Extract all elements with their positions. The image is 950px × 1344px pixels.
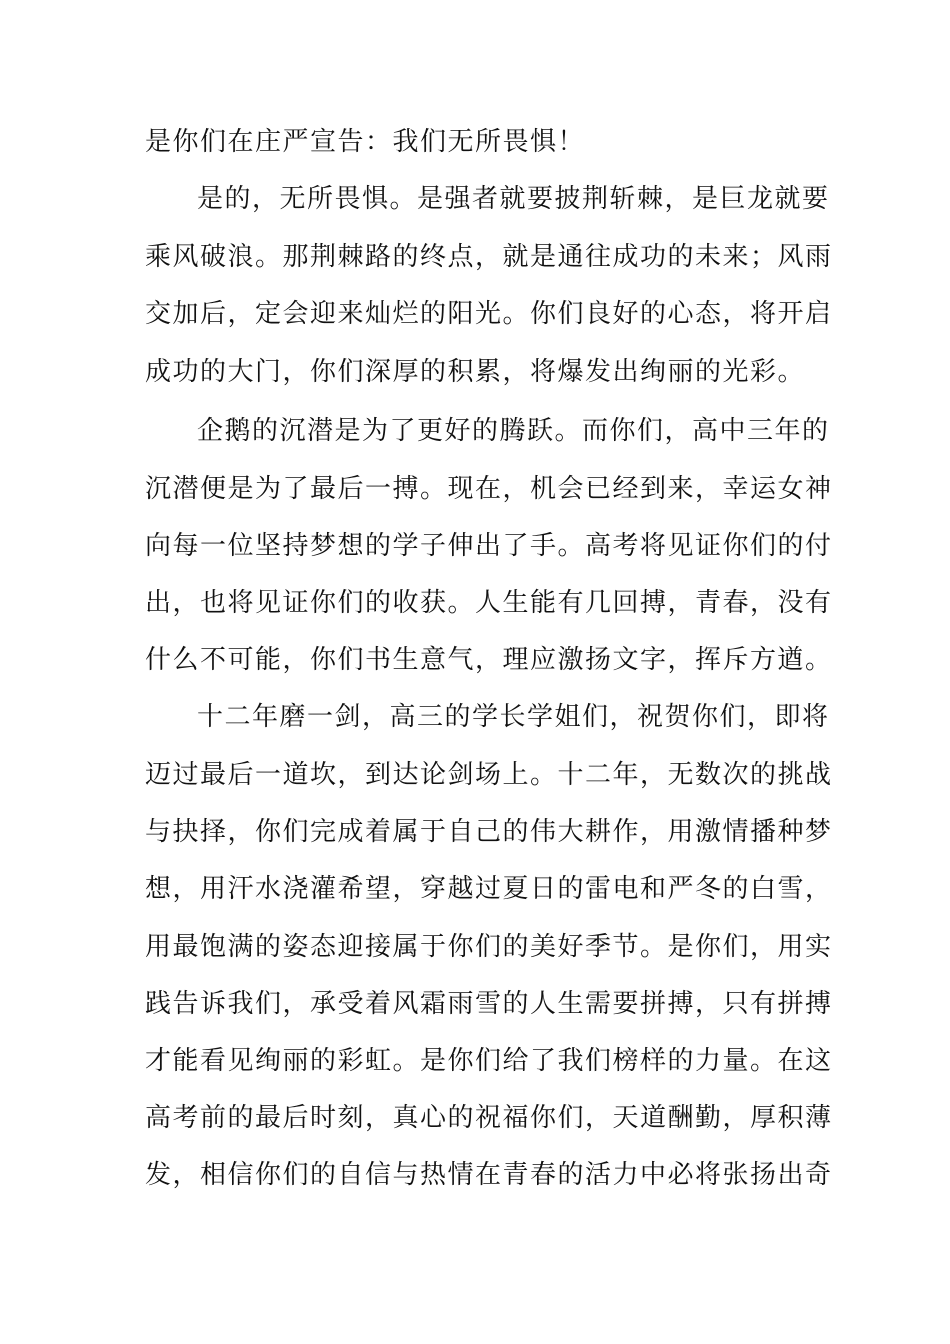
text-line: 才能看见绚丽的彩虹。是你们给了我们榜样的力量。在这	[145, 1046, 833, 1076]
text-line: 成功的大门，你们深厚的积累，将爆发出绚丽的光彩。	[145, 357, 806, 387]
text-line: 与抉择，你们完成着属于自己的伟大耕作，用激情播种梦	[145, 817, 833, 847]
text-line: 迈过最后一道坎，到达论剑场上。十二年，无数次的挑战	[145, 760, 833, 790]
text-line: 乘风破浪。那荆棘路的终点，就是通往成功的未来；风雨	[145, 242, 833, 272]
text-line: 沉潜便是为了最后一搏。现在，机会已经到来，幸运女神	[145, 474, 833, 504]
text-line: 发，相信你们的自信与热情在青春的活力中必将张扬出奇	[145, 1160, 833, 1190]
text-line: 践告诉我们，承受着风霜雨雪的人生需要拼搏，只有拼搏	[145, 989, 833, 1019]
paragraph-first-line: 企鹅的沉潜是为了更好的腾跃。而你们，高中三年的	[197, 416, 830, 446]
text-line: 是你们在庄严宣告：我们无所畏惧！	[145, 127, 586, 157]
text-line: 什么不可能，你们书生意气，理应激扬文字，挥斥方遒。	[145, 645, 833, 675]
text-line: 向每一位坚持梦想的学子伸出了手。高考将见证你们的付	[145, 531, 833, 561]
text-line: 想，用汗水浇灌希望，穿越过夏日的雷电和严冬的白雪，	[145, 874, 833, 904]
paragraph-first-line: 十二年磨一剑，高三的学长学姐们，祝贺你们，即将	[197, 702, 830, 732]
text-line: 用最饱满的姿态迎接属于你们的美好季节。是你们，用实	[145, 932, 833, 962]
paragraph-first-line: 是的，无所畏惧。是强者就要披荆斩棘，是巨龙就要	[197, 184, 830, 214]
text-line: 出，也将见证你们的收获。人生能有几回搏，青春，没有	[145, 588, 833, 618]
text-line: 交加后，定会迎来灿烂的阳光。你们良好的心态，将开启	[145, 299, 833, 329]
text-line: 高考前的最后时刻，真心的祝福你们，天道酬勤，厚积薄	[145, 1103, 833, 1133]
